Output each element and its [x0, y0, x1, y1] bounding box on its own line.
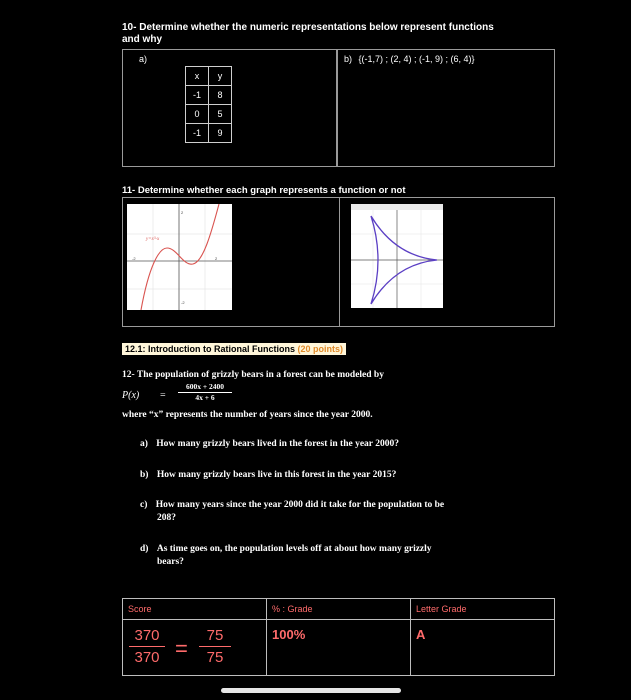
- table-cell: 0: [186, 105, 209, 124]
- table-row: [186, 124, 232, 143]
- question-a: [140, 439, 399, 449]
- q12-where: where “x” represents the number of years since the year 2000.: [122, 410, 373, 420]
- score-numerator-2: 75: [206, 627, 224, 644]
- xy-header-y: y: [209, 67, 232, 86]
- cubic-graph-svg: [127, 204, 232, 310]
- question-d-label: d): [140, 544, 149, 554]
- letter-value-cell: [410, 619, 555, 676]
- table-row: [186, 105, 232, 124]
- table-cell: -1: [186, 86, 209, 105]
- table-cell: 8: [209, 86, 232, 105]
- score-denominator-1: 370: [134, 649, 160, 666]
- home-indicator[interactable]: [221, 688, 401, 693]
- question-d: [140, 543, 432, 569]
- score-bar-2: [199, 646, 231, 647]
- letter-header: Letter Grade: [416, 604, 467, 614]
- percent-header: % : Grade: [272, 604, 313, 614]
- graph-star: [351, 204, 443, 308]
- section-title: 12.1: Introduction to Rational Functions: [125, 344, 295, 354]
- formula-numerator: 600x + 2400: [185, 382, 225, 391]
- q10-part-b-label: b): [344, 54, 353, 64]
- svg-text:-2: -2: [181, 300, 185, 305]
- graph1-equation: y=x³-x: [146, 237, 160, 242]
- xy-table-header-row: [186, 67, 232, 86]
- svg-text:2: 2: [215, 256, 218, 261]
- section-title-bar: [122, 343, 346, 355]
- q10-part-b: [344, 54, 475, 64]
- section-points: (20 points): [297, 344, 344, 354]
- svg-text:-2: -2: [132, 256, 136, 261]
- q10-part-a-box: [122, 49, 337, 167]
- table-cell: 5: [209, 105, 232, 124]
- score-denominator-2: 75: [206, 649, 224, 666]
- question-d-text: As time goes on, the population levels off at about how many grizzly: [156, 544, 432, 554]
- letter-value: A: [416, 627, 426, 642]
- question-b-text: How many grizzly bears live in this forest in the year 2015?: [156, 470, 397, 480]
- table-row: [186, 86, 232, 105]
- formula-denominator: 4x + 6: [195, 393, 215, 402]
- question-a-text: How many grizzly bears lived in the forest in the year 2000?: [156, 439, 399, 449]
- q11-heading: 11- Determine whether each graph represents a function or not: [122, 185, 406, 196]
- q10-part-b-box: [337, 49, 555, 167]
- xy-table: [185, 66, 232, 143]
- score-header: Score: [128, 604, 152, 614]
- table-cell: 9: [209, 124, 232, 143]
- table-cell: -1: [186, 124, 209, 143]
- percent-header-cell: [266, 598, 411, 620]
- graph-cubic: [127, 204, 232, 310]
- q12-intro: 12- The population of grizzly bears in a forest can be modeled by: [122, 370, 384, 380]
- svg-text:2: 2: [181, 210, 184, 215]
- q10-part-a-label: a): [139, 54, 148, 64]
- q10-heading-line2: and why: [122, 34, 163, 45]
- score-fraction-2: [199, 627, 231, 666]
- q11-graphs-box: [122, 197, 555, 327]
- score-bar-1: [129, 646, 165, 647]
- score-fraction-1: [129, 627, 165, 666]
- q10-heading: [122, 22, 522, 46]
- letter-header-cell: [410, 598, 555, 620]
- score-equals: =: [175, 636, 188, 661]
- score-numerator-1: 370: [134, 627, 160, 644]
- question-c-text: How many years since the year 2000 did it take for the population to be: [155, 500, 445, 510]
- question-a-label: a): [140, 439, 148, 449]
- q10-heading-line1: 10- Determine whether the numeric representations below represent functions: [122, 22, 494, 33]
- question-d-text2: bears?: [157, 557, 184, 567]
- question-c-label: c): [140, 500, 148, 510]
- question-b-label: b): [140, 470, 149, 480]
- question-c-text2: 208?: [157, 513, 176, 523]
- question-c: [140, 499, 444, 525]
- percent-value: 100%: [272, 627, 306, 642]
- formula-label: P(x): [122, 390, 140, 401]
- xy-header-x: x: [186, 67, 209, 86]
- question-b: [140, 470, 396, 480]
- grade-table: [122, 598, 555, 676]
- score-header-cell: [122, 598, 267, 620]
- star-graph-svg: [351, 204, 443, 308]
- percent-value-cell: [266, 619, 411, 676]
- q11-divider: [339, 198, 340, 326]
- score-value-cell: [122, 619, 267, 676]
- q10-part-b-set: {(-1,7) ; (2, 4) ; (-1, 9) ; (6, 4)}: [358, 54, 475, 64]
- formula-fraction: [174, 382, 236, 402]
- formula-equals: =: [160, 390, 166, 401]
